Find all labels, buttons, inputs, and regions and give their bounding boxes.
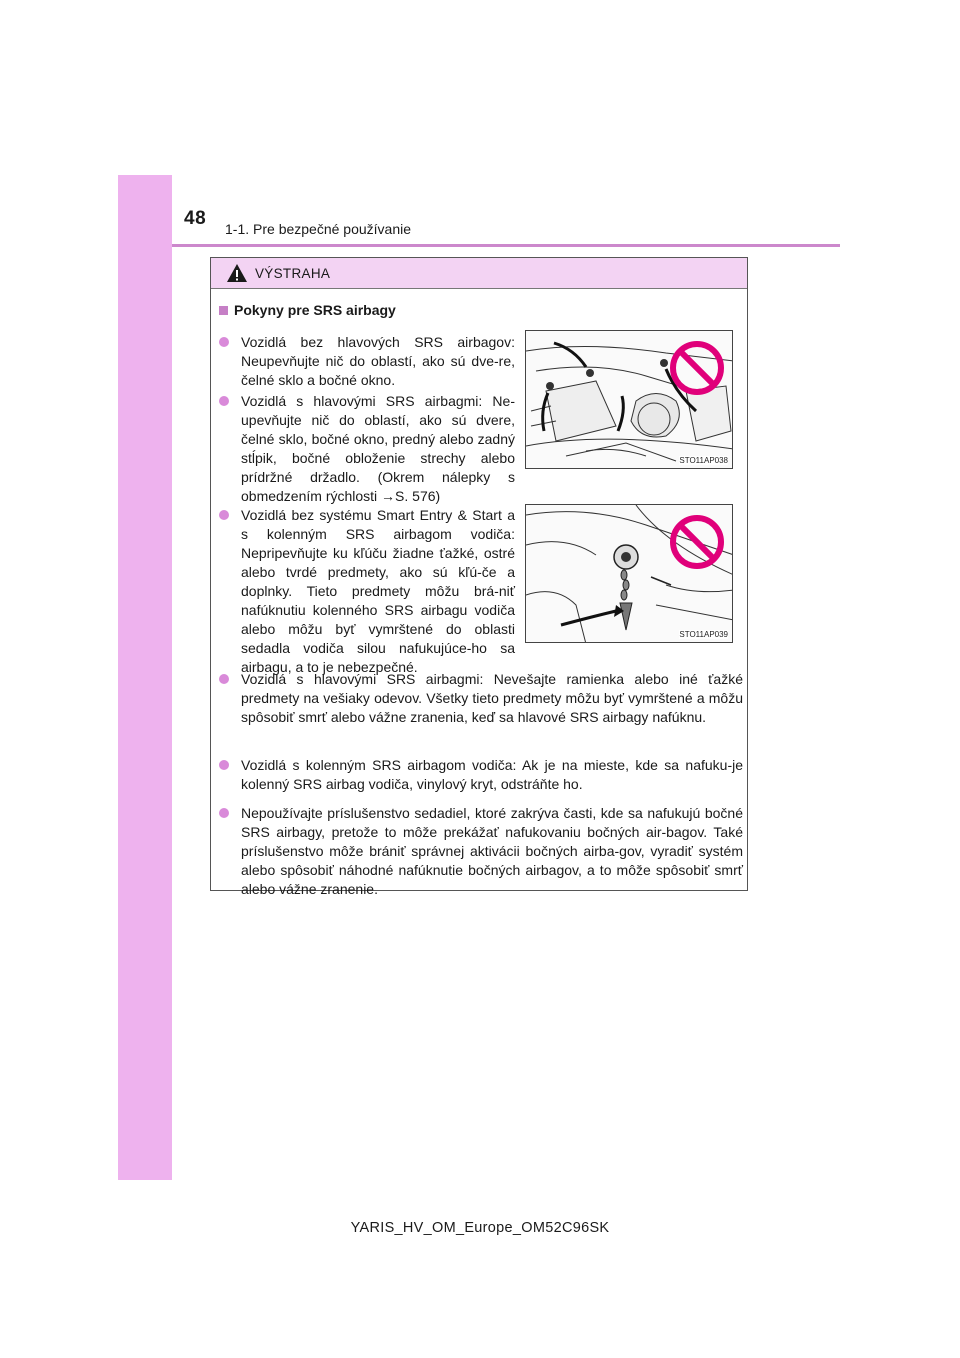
bullet-dot-icon xyxy=(219,396,229,406)
bullet-dot-icon xyxy=(219,510,229,520)
illustration-key xyxy=(525,504,733,643)
illustration-code: STO11AP038 xyxy=(679,456,728,465)
bullet-dot-icon xyxy=(219,808,229,818)
bullet-text: Vozidlá s hlavovými SRS airbagmi: Nevešajte ramienka alebo iné ťažké predmety na vešiaky odevov. Všetky tieto predmety môžu byť vymrštené a môžu spôsobiť smrť alebo vážne zranenia, keď sa hlavové SRS airbagy nafúknu. xyxy=(241,671,743,725)
bullet-text: Vozidlá bez systému Smart Entry & Start a s kolenným SRS airbagom vodiča: Nepripevňujte ku kľúču žiadne ťažké, ostré alebo tvrdé predmety, ako sú kľú-če a doplnky. Tieto predmety môžu brá-niť nafúknutiu kolenného SRS airbagu vodiča alebo môžu byť vymrštené do oblasti sedadla vodiča silou nafukujúce-ho sa airbagu, a to je nebezpečné. xyxy=(241,507,515,675)
bullet-item xyxy=(219,392,515,506)
bullet-text: Vozidlá s kolenným SRS airbagom vodiča: Ak je na mieste, kde sa nafuku-je kolenný SRS airbag vodiča, vinylový kryt, odstráňte ho. xyxy=(241,757,743,792)
subheading xyxy=(219,302,396,318)
page-number: 48 xyxy=(184,208,207,229)
prohibition-icon xyxy=(668,513,726,571)
bullet-item xyxy=(219,506,515,677)
warning-header xyxy=(211,258,747,289)
warning-title: VÝSTRAHA xyxy=(255,265,331,281)
square-bullet-icon xyxy=(219,306,228,315)
footer-doc-code: YARIS_HV_OM_Europe_OM52C96SK xyxy=(350,1220,610,1236)
bullet-item xyxy=(219,333,515,390)
bullet-dot-icon xyxy=(219,674,229,684)
prohibition-icon xyxy=(668,339,726,397)
bullet-text: Vozidlá s hlavovými SRS airbagmi: Ne-upevňujte nič do oblastí, ako sú dvere, čelné sklo, bočné okno, predný alebo zadný stĺpik, bočné obloženie strechy alebo prídržné držadlo. (Okrem nálepky s obmedzením rýchlosti →S. 576) xyxy=(241,393,515,504)
chapter-sidebar xyxy=(118,175,172,1180)
bullet-item xyxy=(219,756,743,794)
warning-triangle-icon xyxy=(226,263,248,283)
header-rule xyxy=(172,244,840,247)
illustration-interior xyxy=(525,330,733,469)
section-title: 1-1. Pre bezpečné používanie xyxy=(225,221,412,237)
bullet-item xyxy=(219,670,743,727)
warning-box xyxy=(210,257,748,897)
subheading-text: Pokyny pre SRS airbagy xyxy=(234,302,396,318)
bullet-dot-icon xyxy=(219,337,229,347)
bullet-text: Nepoužívajte príslušenstvo sedadiel, ktoré zakrýva časti, kde sa nafukujú bočné SRS airbagy, pretože to môže prekážať nafukovaniu bočných air-bagov. Také príslušenstvo môže brániť správnej aktivácii bočných airba-gov, vyradiť systém alebo spôsobiť náhodné nafúknutie bočných airbagov, a to môže spôsobiť smrť alebo vážne zranenie. xyxy=(241,805,743,897)
illustration-code: STO11AP039 xyxy=(679,630,728,639)
bullet-item xyxy=(219,804,743,899)
bullet-text: Vozidlá bez hlavových SRS airbagov: Neupevňujte nič do oblastí, ako sú dve-re, čelné sklo a bočné okno. xyxy=(241,334,515,388)
bullet-dot-icon xyxy=(219,760,229,770)
